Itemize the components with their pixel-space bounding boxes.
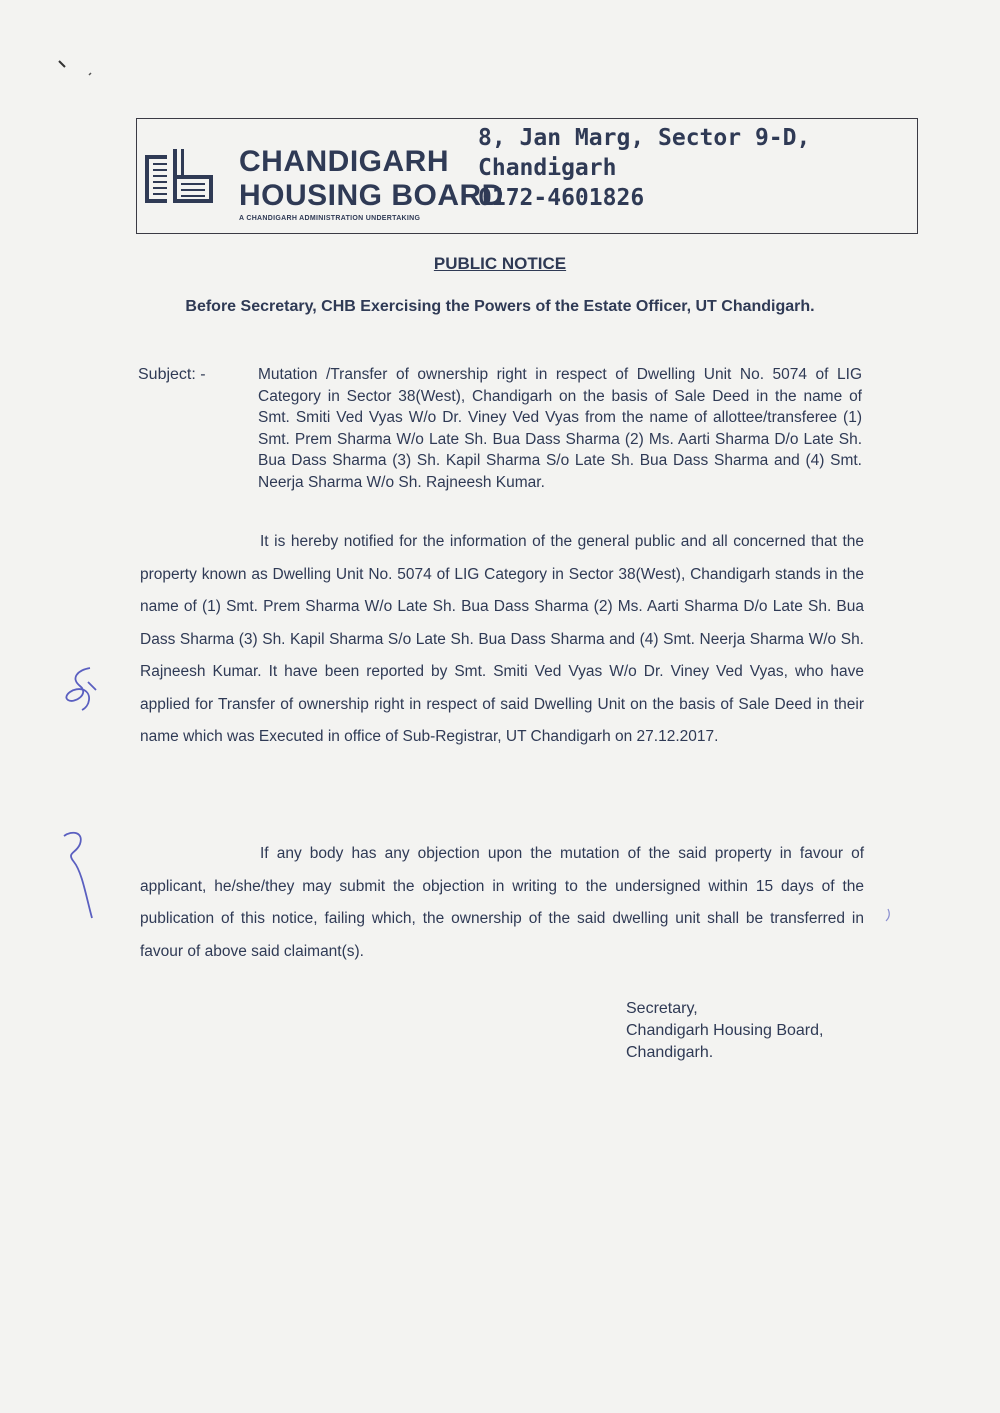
org-name-line1: CHANDIGARH [239, 145, 449, 178]
org-name-line2: HOUSING BOARD [239, 179, 504, 212]
phone-number: 0172-4601826 [478, 185, 645, 211]
letterhead [136, 118, 918, 234]
signature-line1: Secretary, [626, 1000, 698, 1017]
subject-label: Subject: - [138, 366, 206, 383]
scan-speck-mark [55, 55, 95, 80]
body-paragraph-2: If any body has any objection upon the mutation of the said property in favour of applicant, he/she/they may submit the objection in writing to the undersigned within 15 days of the publication of this notice, failing which, the ownership of the said dwelling unit shall be transferred in favour of above said claimant(s). [140, 845, 864, 960]
subject-text: Mutation /Transfer of ownership right in respect of Dwelling Unit No. 5074 of LIG Category in Sector 38(West), Chandigarh on the basis of Sale Deed in the name of Smt. Smiti Ved Vyas W/o Dr. Viney Ved Vyas from the name of allottee/transferee (1) Smt. Prem Sharma W/o Late Sh. Bua Dass Sharma (2) Ms. Aarti Sharma D/o Late Sh. Bua Dass Sharma (3) Sh. Kapil Sharma S/o Late Sh. Bua Dass Sharma and (4) Smt. Neerja Sharma W/o Sh. Rajneesh Kumar. [258, 366, 862, 491]
organization-name [239, 147, 504, 222]
handwritten-initial-mark [60, 660, 105, 720]
address-line2: Chandigarh [478, 155, 617, 181]
address-block [478, 123, 810, 213]
signature-block [626, 998, 823, 1064]
ink-dot-mark [880, 905, 900, 925]
notice-heading: Before Secretary, CHB Exercising the Powers of the Estate Officer, UT Chandigarh. [185, 298, 815, 315]
handwritten-margin-mark [58, 826, 103, 926]
signature-line3: Chandigarh. [626, 1044, 714, 1061]
org-tagline: A CHANDIGARH ADMINISTRATION UNDERTAKING [239, 215, 421, 222]
chb-logo-icon [145, 149, 215, 209]
address-line1: 8, Jan Marg, Sector 9-D, [478, 125, 811, 151]
notice-title: PUBLIC NOTICE [433, 254, 567, 273]
body-paragraph-1: It is hereby notified for the information of the general public and all concerned that the property known as Dwelling Unit No. 5074 of LIG Category in Sector 38(West), Chandigarh stands in the name of (1) Smt. Prem Sharma W/o Late Sh. Bua Dass Sharma (2) Ms. Aarti Sharma D/o Late Sh. Bua Dass Sharma (3) Sh. Kapil Sharma S/o Late Sh. Bua Dass Sharma and (4) Smt. Neerja Sharma W/o Sh. Rajneesh Kumar. It have been reported by Smt. Smiti Ved Vyas W/o Dr. Viney Ved Vyas, who have applied for Transfer of ownership right in respect of said Dwelling Unit on the basis of Sale Deed in their name which was Executed in office of Sub-Registrar, UT Chandigarh on 27.12.2017. [140, 533, 864, 745]
signature-line2: Chandigarh Housing Board, [626, 1022, 824, 1039]
